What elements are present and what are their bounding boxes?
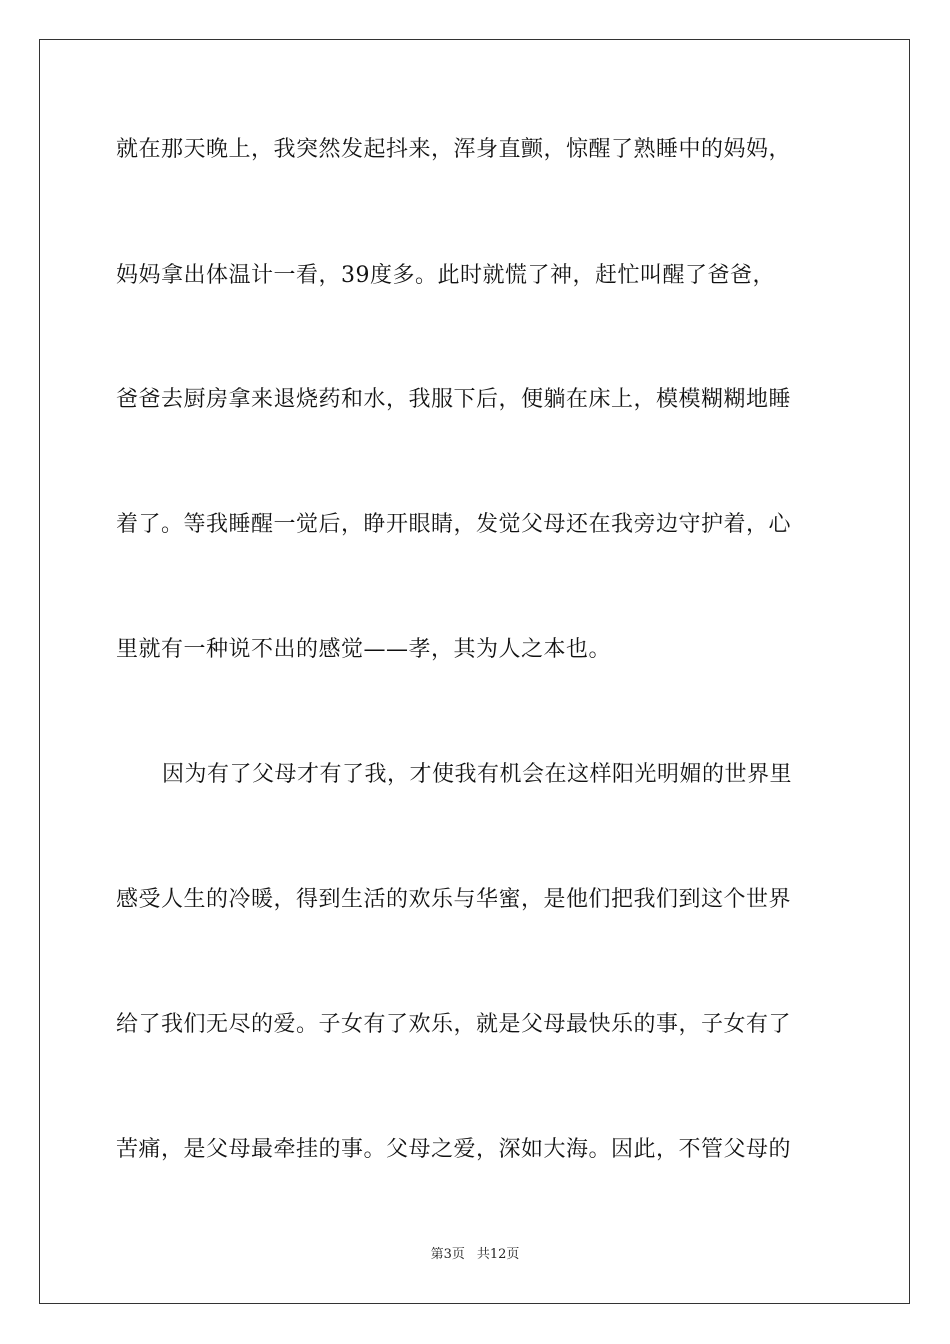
- text-line-4: 着了。等我睡醒一觉后，睁开眼睛，发觉父母还在我旁边守护着，心: [116, 512, 792, 537]
- page-number-current: 第3页: [430, 1247, 465, 1262]
- text-line-5: 里就有一种说不出的感觉——孝，其为人之本也。: [116, 637, 612, 662]
- text-line-6: 因为有了父母才有了我，才使我有机会在这样阳光明媚的世界里: [162, 762, 793, 787]
- text-line-1: 就在那天晚上，我突然发起抖来，浑身直颤，惊醒了熟睡中的妈妈，: [116, 137, 792, 162]
- page-footer: [0, 1247, 950, 1263]
- text-line-2: 妈妈拿出体温计一看，39度多。此时就慌了神，赶忙叫醒了爸爸，: [116, 263, 775, 288]
- page-border: [39, 39, 910, 1304]
- text-line-9: 苦痛，是父母最牵挂的事。父母之爱，深如大海。因此，不管父母的: [116, 1137, 792, 1162]
- page-number-total: 共12页: [476, 1247, 520, 1262]
- text-line-8: 给了我们无尽的爱。子女有了欢乐，就是父母最快乐的事，子女有了: [116, 1012, 792, 1037]
- text-line-7: 感受人生的冷暖，得到生活的欢乐与华蜜，是他们把我们到这个世界: [116, 887, 792, 912]
- text-line-3: 爸爸去厨房拿来退烧药和水，我服下后，便躺在床上，模模糊糊地睡: [116, 387, 792, 412]
